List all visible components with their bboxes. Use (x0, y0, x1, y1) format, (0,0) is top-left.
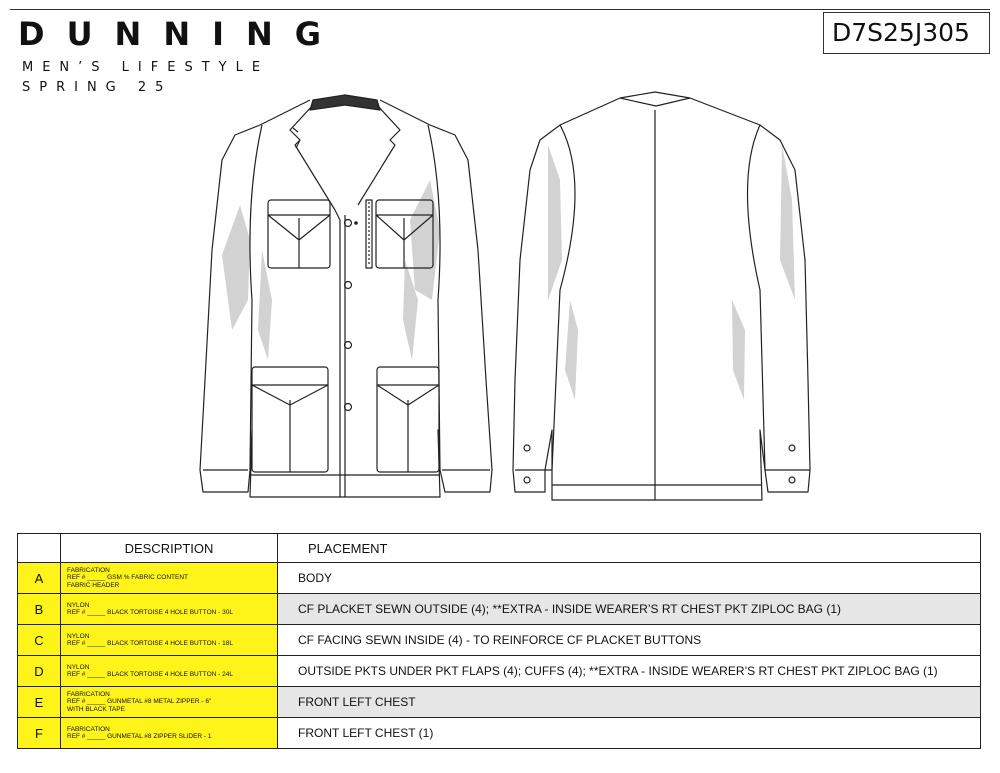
spec-table (17, 533, 981, 749)
spec-table-header (18, 534, 981, 563)
row-placement: BODY (278, 563, 981, 594)
row-description (61, 563, 278, 594)
table-row (18, 656, 981, 687)
desc-line: REF # _____ GSM % FABRIC CONTENT (67, 574, 189, 582)
row-letter: A (18, 563, 61, 594)
desc-line: REF # _____ GUNMETAL #8 ZIPPER SLIDER - 1 (67, 733, 212, 740)
row-description (61, 718, 278, 749)
desc-line: REF # _____ BLACK TORTOISE 4 HOLE BUTTON - 30L (67, 609, 233, 616)
brand-subtitle-line1: MEN’S LIFESTYLE (22, 60, 270, 75)
col-placement-header: PLACEMENT (278, 534, 981, 563)
back-view (513, 92, 810, 500)
desc-line: FABRICATION (67, 690, 110, 698)
row-placement: FRONT LEFT CHEST (278, 687, 981, 718)
row-placement: FRONT LEFT CHEST (1) (278, 718, 981, 749)
desc-line: FABRICATION (67, 566, 110, 574)
row-letter: C (18, 625, 61, 656)
front-view (200, 95, 492, 497)
desc-line: WITH BLACK TAPE (67, 705, 125, 713)
desc-line: FABRICATION (67, 725, 110, 733)
table-row (18, 563, 981, 594)
row-description (61, 594, 278, 625)
row-placement: CF PLACKET SEWN OUTSIDE (4); **EXTRA - INSIDE WEARER’S RT CHEST PKT ZIPLOC BAG (1) (278, 594, 981, 625)
desc-line: NYLON (67, 601, 90, 609)
desc-line: REF # _____ BLACK TORTOISE 4 HOLE BUTTON - 18L (67, 640, 233, 647)
brand-subtitle-line2: SPRING 25 (22, 80, 173, 95)
table-row (18, 625, 981, 656)
desc-line: REF # _____ GUNMETAL #8 METAL ZIPPER - 6" (67, 698, 212, 706)
row-letter: F (18, 718, 61, 749)
col-description-header: DESCRIPTION (61, 534, 278, 563)
row-letter: B (18, 594, 61, 625)
table-row (18, 687, 981, 718)
desc-line: FABRIC HEADER (67, 581, 120, 589)
brand-logo: DUNNING (18, 15, 344, 53)
row-placement: CF FACING SEWN INSIDE (4) - TO REINFORCE CF PLACKET BUTTONS (278, 625, 981, 656)
row-description (61, 625, 278, 656)
table-row (18, 718, 981, 749)
row-placement: OUTSIDE PKTS UNDER PKT FLAPS (4); CUFFS (4); **EXTRA - INSIDE WEARER’S RT CHEST PKT ZIPLOC BAG (1) (278, 656, 981, 687)
row-description (61, 687, 278, 718)
style-number: D7S25J305 (823, 12, 990, 54)
desc-line: REF # _____ BLACK TORTOISE 4 HOLE BUTTON - 24L (67, 671, 233, 678)
row-description (61, 656, 278, 687)
desc-line: NYLON (67, 663, 90, 671)
row-letter: E (18, 687, 61, 718)
col-letter-header (18, 534, 61, 563)
row-letter: D (18, 656, 61, 687)
desc-line: NYLON (67, 632, 90, 640)
table-row (18, 594, 981, 625)
